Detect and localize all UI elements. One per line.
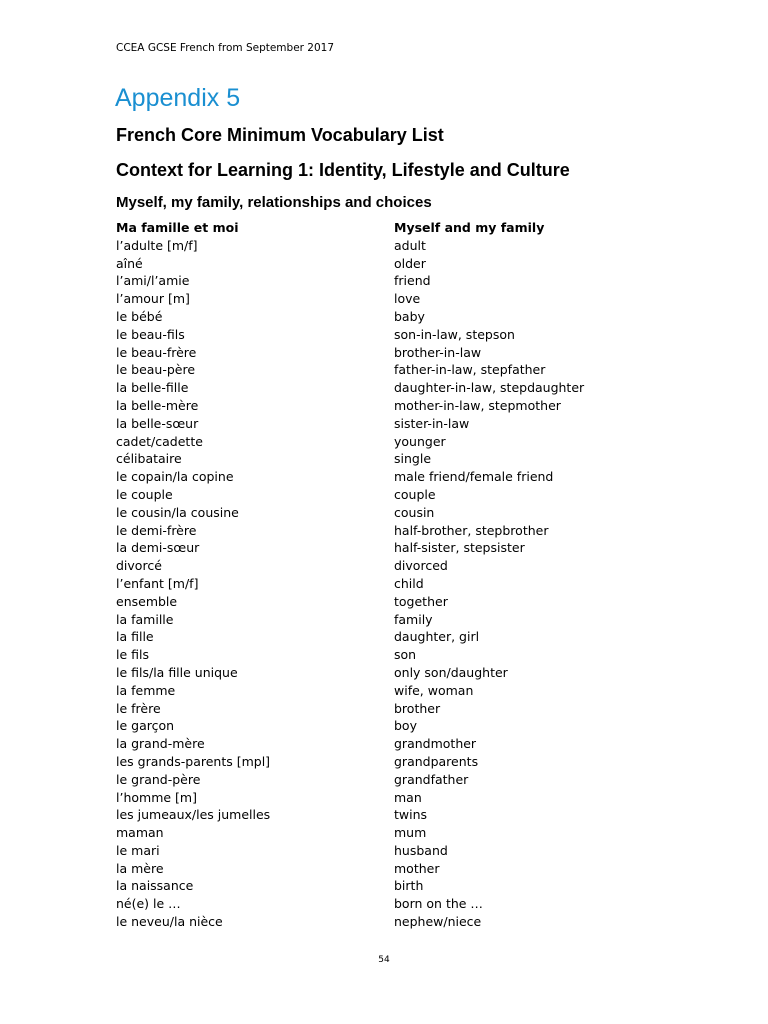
english-translation: daughter-in-law, stepdaughter [394,380,585,396]
english-translation: friend [394,273,431,289]
vocabulary-row [116,255,616,273]
vocabulary-row [116,664,616,682]
french-term: l’amour [m] [116,291,190,307]
vocabulary-row [116,789,616,807]
vocabulary-row [116,468,616,486]
vocabulary-row [116,682,616,700]
context-title: Context for Learning 1: Identity, Lifestyle and Culture [116,160,570,180]
french-term: l’homme [m] [116,789,197,805]
french-term: aîné [116,255,143,271]
vocabulary-row [116,771,616,789]
english-translation: older [394,255,426,271]
english-translation: grandparents [394,753,479,769]
appendix-title: Appendix 5 [115,84,241,112]
french-term: célibataire [116,451,182,467]
french-term: le cousin/la cousine [116,504,239,520]
english-translation: son-in-law, stepson [394,326,515,342]
vocabulary-row [116,611,616,629]
vocabulary-row [116,433,616,451]
vocabulary-row [116,593,616,611]
english-translation: together [394,593,448,609]
page-number: 54 [378,955,390,965]
french-term: la demi-sœur [116,540,200,556]
english-translation: adult [394,237,426,253]
french-term: né(e) le … [116,896,181,912]
list-title: French Core Minimum Vocabulary List [116,125,444,145]
vocabulary-row [116,308,616,326]
vocabulary-row [116,557,616,575]
english-translation: grandmother [394,736,477,752]
vocabulary-row [116,646,616,664]
english-translation: brother-in-law [394,344,482,360]
french-term: le beau-père [116,362,196,378]
french-term: la belle-mère [116,397,199,413]
french-term: la grand-mère [116,736,205,752]
french-term: l’ami/l’amie [116,273,190,289]
english-translation: born on the … [394,896,483,912]
vocabulary-row [116,842,616,860]
french-term: cadet/cadette [116,433,203,449]
vocabulary-row [116,326,616,344]
english-translation: cousin [394,504,435,520]
english-translation: mother [394,860,440,876]
french-term: la naissance [116,878,194,894]
english-translation: boy [394,718,417,734]
french-term: le mari [116,842,160,858]
english-translation: male friend/female friend [394,469,554,485]
vocabulary-row [116,824,616,842]
english-translation: younger [394,433,446,449]
vocabulary-row [116,753,616,771]
document-header: CCEA GCSE French from September 2017 [116,42,335,54]
french-term: le neveu/la nièce [116,914,223,930]
french-term: le fils/la fille unique [116,664,238,680]
english-translation: baby [394,308,425,324]
french-term: ensemble [116,593,178,609]
french-term: les grands-parents [mpl] [116,753,271,769]
vocabulary-row [116,877,616,895]
vocabulary-row [116,539,616,557]
vocabulary-row [116,361,616,379]
english-translation: birth [394,878,424,894]
french-term: divorcé [116,558,162,574]
vocabulary-row [116,628,616,646]
vocabulary-row [116,806,616,824]
vocabulary-row [116,717,616,735]
english-translation: child [394,575,424,591]
vocabulary-header-row [116,219,616,237]
english-translation: nephew/niece [394,914,482,930]
french-term: le beau-frère [116,344,197,360]
vocabulary-row [116,575,616,593]
vocabulary-row [116,735,616,753]
vocabulary-row [116,522,616,540]
vocabulary-row [116,379,616,397]
french-term: le frère [116,700,161,716]
english-translation: only son/daughter [394,664,508,680]
english-translation: family [394,611,433,627]
french-term: l’adulte [m/f] [116,237,198,253]
french-term: le fils [116,647,149,663]
french-term: le grand-père [116,771,201,787]
english-translation: half-sister, stepsister [394,540,525,556]
french-term: le copain/la copine [116,469,234,485]
vocabulary-row [116,290,616,308]
french-term: la belle-sœur [116,415,199,431]
english-translation: father-in-law, stepfather [394,362,546,378]
vocabulary-row [116,344,616,362]
french-column-header: Ma famille et moi [116,220,239,235]
vocabulary-row [116,913,616,931]
vocabulary-row [116,860,616,878]
english-translation: brother [394,700,441,716]
english-translation: divorced [394,558,448,574]
english-translation: husband [394,842,448,858]
vocabulary-row [116,504,616,522]
english-translation: half-brother, stepbrother [394,522,549,538]
english-translation: mother-in-law, stepmother [394,397,561,413]
french-term: les jumeaux/les jumelles [116,807,271,823]
english-translation: couple [394,486,436,502]
english-translation: man [394,789,422,805]
french-term: le beau-fils [116,326,185,342]
english-translation: twins [394,807,428,823]
vocabulary-row [116,272,616,290]
french-term: le demi-frère [116,522,197,538]
french-term: le garçon [116,718,175,734]
english-translation: son [394,647,417,663]
english-translation: mum [394,825,427,841]
french-term: l’enfant [m/f] [116,575,199,591]
english-translation: wife, woman [394,682,474,698]
english-translation: single [394,451,432,467]
vocabulary-row [116,237,616,255]
vocabulary-table [116,219,616,931]
french-term: maman [116,825,164,841]
french-term: le couple [116,486,173,502]
vocabulary-row [116,415,616,433]
french-term: la femme [116,682,176,698]
french-term: la fille [116,629,154,645]
french-term: la belle-fille [116,380,189,396]
french-term: la famille [116,611,174,627]
english-translation: love [394,291,421,307]
vocabulary-row [116,895,616,913]
vocabulary-row [116,397,616,415]
english-translation: sister-in-law [394,415,470,431]
vocabulary-rows [116,237,616,931]
english-translation: grandfather [394,771,469,787]
french-term: le bébé [116,308,163,324]
french-term: la mère [116,860,164,876]
english-translation: daughter, girl [394,629,480,645]
vocabulary-row [116,450,616,468]
vocabulary-row [116,486,616,504]
section-title: Myself, my family, relationships and choices [116,194,432,211]
vocabulary-row [116,700,616,718]
english-column-header: Myself and my family [394,220,545,235]
